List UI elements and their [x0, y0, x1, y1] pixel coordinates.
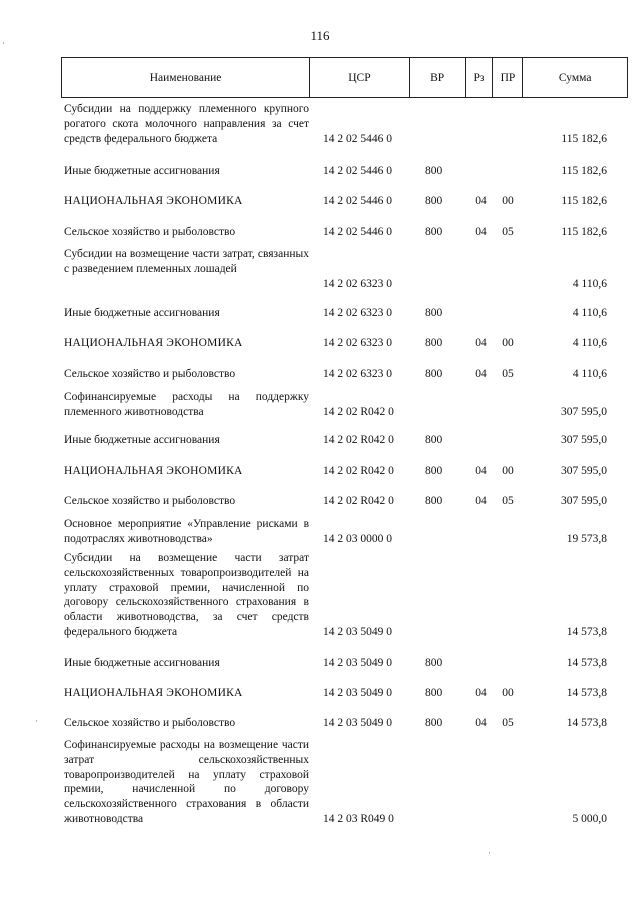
table-row [61, 551, 628, 640]
table-row [61, 247, 628, 292]
table-row [61, 194, 628, 209]
row-pr: 00 [502, 687, 514, 700]
row-csr: 14 2 02 R042 0 [323, 434, 394, 447]
row-name: Софинансируемые расходы на поддержку племенного животноводства [64, 391, 309, 418]
row-vr: 800 [425, 657, 443, 670]
row-sum: 307 595,0 [561, 406, 607, 419]
row-rz: 04 [475, 717, 487, 730]
header-rz: Рз [466, 58, 494, 97]
row-csr: 14 2 02 R042 0 [323, 495, 394, 508]
row-pr: 05 [502, 226, 514, 239]
row-rz: 04 [475, 687, 487, 700]
scan-mark: · [2, 38, 5, 48]
row-sum: 115 182,6 [561, 165, 607, 178]
row-vr: 800 [425, 495, 443, 508]
table-header [61, 57, 628, 98]
row-vr: 800 [425, 195, 443, 208]
table-row [61, 336, 628, 351]
row-csr: 14 2 02 R042 0 [323, 465, 394, 478]
row-name: Сельское хозяйство и рыболовство [64, 717, 236, 729]
row-csr: 14 2 02 6323 0 [323, 307, 392, 320]
row-vr: 800 [425, 165, 443, 178]
row-sum: 14 573,8 [566, 626, 607, 639]
row-pr: 00 [502, 195, 514, 208]
header-pr: ПР [493, 58, 523, 97]
row-sum: 115 182,6 [561, 133, 607, 146]
row-csr: 14 2 02 5446 0 [323, 226, 392, 239]
table-row [61, 433, 628, 448]
table-row [61, 102, 628, 147]
row-csr: 14 2 02 6323 0 [323, 278, 392, 291]
row-pr: 05 [502, 495, 514, 508]
row-sum: 307 595,0 [561, 495, 607, 508]
row-vr: 800 [425, 337, 443, 350]
table-row [61, 494, 628, 509]
row-sum: 14 573,8 [566, 717, 607, 730]
row-rz: 04 [475, 465, 487, 478]
row-csr: 14 2 03 5049 0 [323, 626, 392, 639]
row-csr: 14 2 03 5049 0 [323, 717, 392, 730]
row-csr: 14 2 02 5446 0 [323, 165, 392, 178]
row-vr: 800 [425, 226, 443, 239]
row-name: НАЦИОНАЛЬНАЯ ЭКОНОМИКА [64, 337, 243, 349]
row-pr: 00 [502, 465, 514, 478]
row-csr: 14 2 02 6323 0 [323, 368, 392, 381]
row-vr: 800 [425, 368, 443, 381]
row-name: НАЦИОНАЛЬНАЯ ЭКОНОМИКА [64, 195, 243, 207]
row-csr: 14 2 03 5049 0 [323, 687, 392, 700]
row-sum: 307 595,0 [561, 465, 607, 478]
table-row [61, 390, 628, 420]
row-sum: 14 573,8 [566, 657, 607, 670]
table-row [61, 686, 628, 701]
header-sum: Сумма [558, 71, 592, 84]
row-name: НАЦИОНАЛЬНАЯ ЭКОНОМИКА [64, 687, 243, 699]
row-sum: 307 595,0 [561, 434, 607, 447]
table-row [61, 517, 628, 547]
row-pr: 00 [502, 337, 514, 350]
row-rz: 04 [475, 195, 487, 208]
row-name: Субсидии на возмещение части затрат, связанных с разведением племенных лошадей [64, 248, 309, 275]
row-csr: 14 2 03 5049 0 [323, 657, 392, 670]
row-rz: 04 [475, 226, 487, 239]
row-sum: 5 000,0 [572, 813, 607, 826]
row-name: Сельское хозяйство и рыболовство [64, 368, 236, 380]
table-row [61, 306, 628, 321]
row-name: Иные бюджетные ассигнования [64, 307, 220, 319]
row-vr: 800 [425, 717, 443, 730]
scan-mark: · [488, 848, 491, 858]
row-vr: 800 [425, 307, 443, 320]
row-csr: 14 2 02 R042 0 [323, 406, 394, 419]
row-vr: 800 [425, 434, 443, 447]
header-csr: ЦСР [310, 58, 410, 97]
row-vr: 800 [425, 465, 443, 478]
table-row [61, 225, 628, 240]
row-rz: 04 [475, 337, 487, 350]
table-row [61, 164, 628, 179]
row-sum: 4 110,6 [572, 368, 607, 381]
table-row [61, 464, 628, 479]
page-number: 116 [310, 28, 330, 43]
row-csr: 14 2 02 6323 0 [323, 337, 392, 350]
row-name: Сельское хозяйство и рыболовство [64, 226, 236, 238]
row-name: Иные бюджетные ассигнования [64, 165, 220, 177]
row-vr: 800 [425, 687, 443, 700]
row-sum: 4 110,6 [572, 307, 607, 320]
row-sum: 19 573,8 [566, 533, 607, 546]
row-name: Сельское хозяйство и рыболовство [64, 495, 236, 507]
row-name: НАЦИОНАЛЬНАЯ ЭКОНОМИКА [64, 465, 243, 477]
row-pr: 05 [502, 717, 514, 730]
row-name: Софинансируемые расходы на возмещение части затрат сельскохозяйственных товаропроизводителей на уплату страховой премии, начисленной по договору сельскохозяйственного страхования в области животноводства [64, 739, 309, 825]
row-sum: 4 110,6 [572, 278, 607, 291]
header-vr: ВР [410, 58, 466, 97]
table-row [61, 656, 628, 671]
row-sum: 14 573,8 [566, 687, 607, 700]
row-name: Основное мероприятие «Управление рисками в подотраслях животноводства» [64, 518, 309, 545]
row-rz: 04 [475, 368, 487, 381]
row-rz: 04 [475, 495, 487, 508]
row-pr: 05 [502, 368, 514, 381]
table-row [61, 738, 628, 827]
row-sum: 115 182,6 [561, 226, 607, 239]
row-csr: 14 2 03 R049 0 [323, 813, 394, 826]
row-csr: 14 2 03 0000 0 [323, 533, 392, 546]
scan-mark: · [35, 716, 38, 726]
row-sum: 115 182,6 [561, 195, 607, 208]
row-sum: 4 110,6 [572, 337, 607, 350]
row-name: Иные бюджетные ассигнования [64, 434, 220, 446]
header-name: Наименование [62, 58, 310, 97]
row-name: Иные бюджетные ассигнования [64, 657, 220, 669]
row-csr: 14 2 02 5446 0 [323, 195, 392, 208]
table-row [61, 716, 628, 731]
table-row [61, 367, 628, 382]
row-name: Субсидии на поддержку племенного крупного рогатого скота молочного направления за счет средств федерального бюджета [64, 103, 309, 145]
row-csr: 14 2 02 5446 0 [323, 133, 392, 146]
row-name: Субсидии на возмещение части затрат сельскохозяйственных товаропроизводителей на уплату страховой премии, начисленной по договору сельскохозяйственного страхования в области животноводства, за счет средств федерального бюджета [64, 552, 309, 638]
